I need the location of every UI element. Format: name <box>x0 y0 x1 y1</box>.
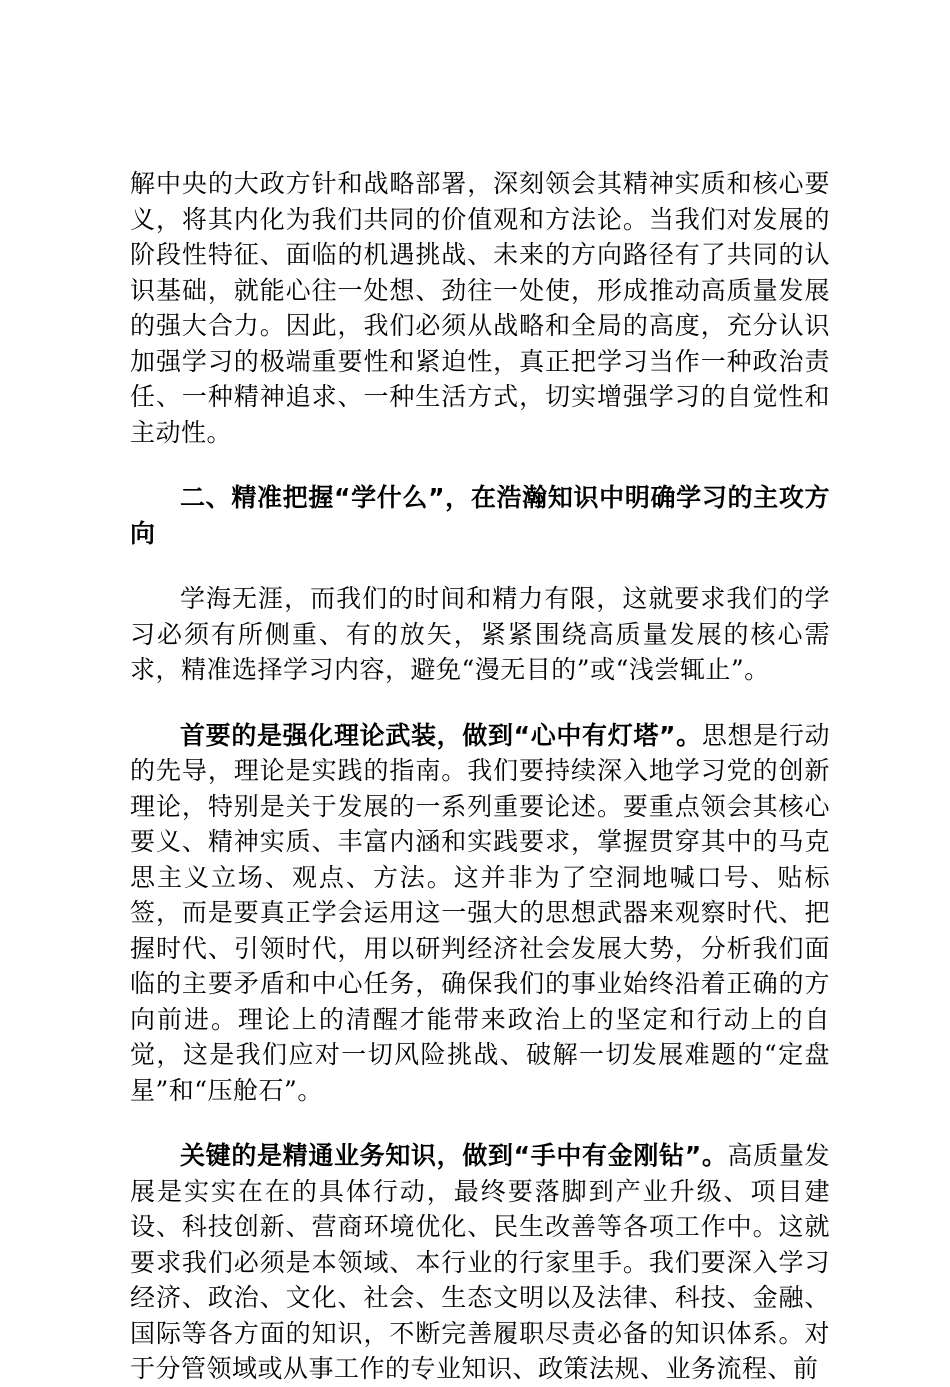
paragraph-business-body: 高质量发展是实实在在的具体行动，最终要落脚到产业升级、项目建设、科技创新、营商环境优化、民生改善等各项工作中。这就要求我们必须是本领域、本行业的行家里手。我们要深入学习经济、政治、文化、社会、生态文明以及法律、科技、金融、国际等各方面的知识，不断完善履职尽责必备的知识体系。对于分管领域或从事工作的专业知识、政策法规、业务流程、前 <box>130 1141 830 1383</box>
paragraph-business <box>130 1138 830 1387</box>
paragraph-theory <box>130 718 830 1109</box>
paragraph-theory-lead: 首要的是强化理论武装，做到“心中有灯塔”。 <box>180 720 702 750</box>
paragraph-business-lead: 关键的是精通业务知识，做到“手中有金刚钻”。 <box>180 1141 728 1170</box>
section-heading-2: 二、精准把握“学什么”，在浩瀚知识中明确学习的主攻方向 <box>130 483 830 548</box>
paragraph-continuation: 解中央的大政方针和战略部署，深刻领会其精神实质和核心要义，将其内化为我们共同的价值观和方法论。当我们对发展的阶段性特征、面临的机遇挑战、未来的方向路径有了共同的认识基础，就能心往一处想、劲往一处使，形成推动高质量发展的强大合力。因此，我们必须从战略和全局的高度，充分认识加强学习的极端重要性和紧迫性，真正把学习当作一种政治责任、一种精神追求、一种生活方式，切实增强学习的自觉性和主动性。 <box>130 169 830 447</box>
paragraph-theory-body: 思想是行动的先导，理论是实践的指南。我们要持续深入地学习党的创新理论，特别是关于发展的一系列重要论述。要重点领会其核心要义、精神实质、丰富内涵和实践要求，掌握贯穿其中的马克思主义立场、观点、方法。这并非为了空洞地喊口号、贴标签，而是要真正学会运用这一强大的思想武器来观察时代、把握时代、引领时代，用以研判经济社会发展大势，分析我们面临的主要矛盾和中心任务，确保我们的事业始终沿着正确的方向前进。理论上的清醒才能带来政治上的坚定和行动上的自觉，这是我们应对一切风险挑战、破解一切发展难题的“定盘星”和“压舱石”。 <box>130 720 830 1105</box>
paragraph-intro: 学海无涯，而我们的时间和精力有限，这就要求我们的学习必须有所侧重、有的放矢，紧紧围绕高质量发展的核心需求，精准选择学习内容，避免“漫无目的”或“浅尝辄止”。 <box>130 584 830 684</box>
document-page <box>130 166 830 1387</box>
